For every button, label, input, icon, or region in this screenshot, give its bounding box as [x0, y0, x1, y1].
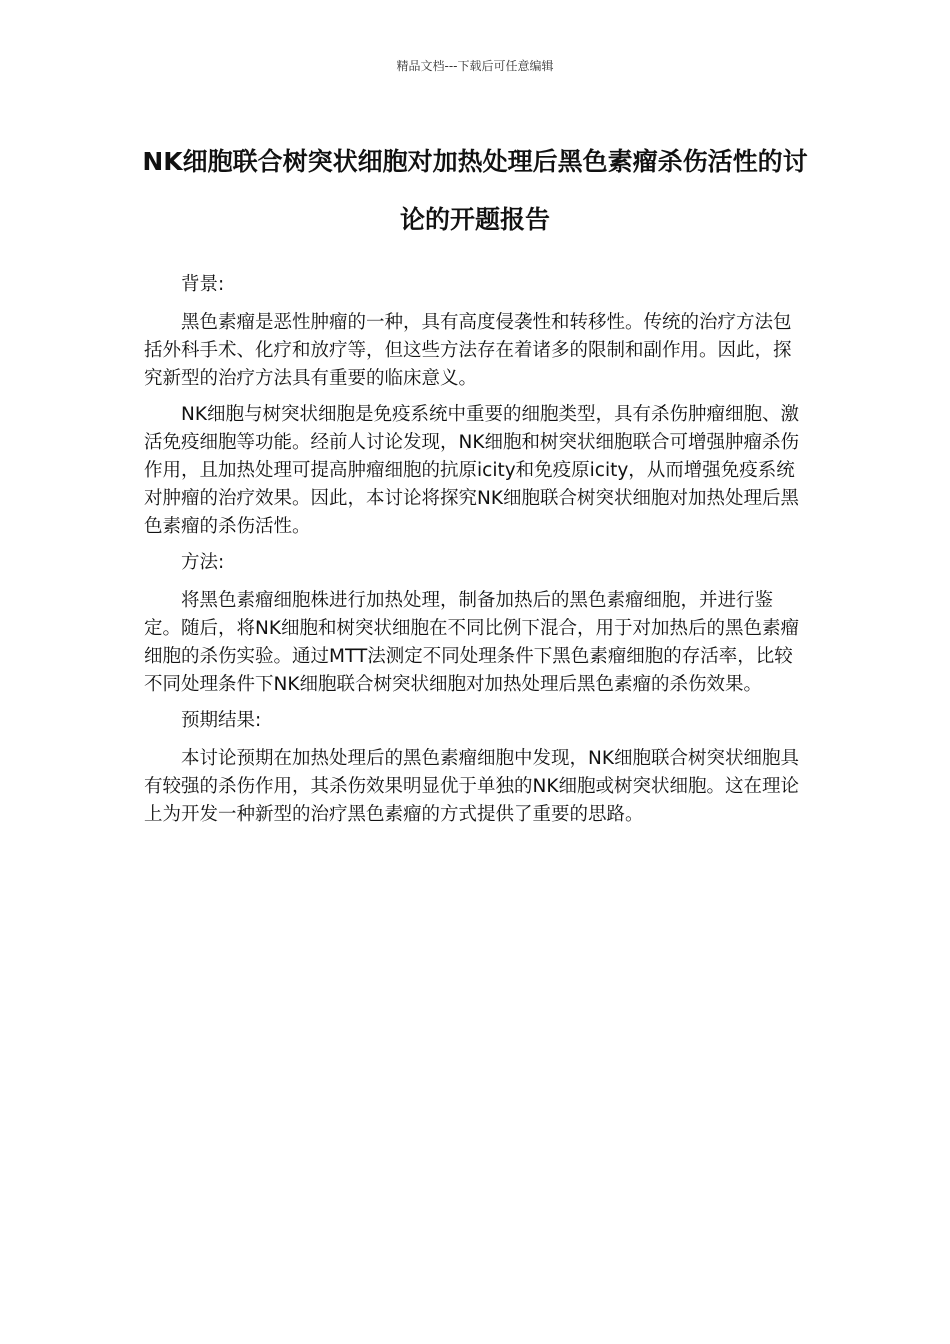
results-paragraph: 本讨论预期在加热处理后的黑色素瘤细胞中发现，NK细胞联合树突状细胞具有较强的杀伤作用，其杀伤效果明显优于单独的NK细胞或树突状细胞。这在理论上为开发一种新型的治疗黑色素瘤的方式提供了重要的思路。 — [144, 748, 799, 825]
document-title: NK细胞联合树突状细胞对加热处理后黑色素瘤杀伤活性的讨论的开题报告 — [142, 147, 808, 234]
method-heading: 方法: — [181, 552, 225, 573]
results-heading: 预期结果: — [181, 710, 262, 731]
background-heading: 背景: — [181, 274, 225, 295]
method-paragraph: 将黑色素瘤细胞株进行加热处理，制备加热后的黑色素瘤细胞，并进行鉴定。随后，将NK细胞和树突状细胞在不同比例下混合，用于对加热后的黑色素瘤细胞的杀伤实验。通过MTT法测定不同处理条件下黑色素瘤细胞的存活率，比较不同处理条件下NK细胞联合树突状细胞对加热处理后黑色素瘤的杀伤效果。 — [144, 590, 799, 695]
background-paragraph-1: 黑色素瘤是恶性肿瘤的一种，具有高度侵袭性和转移性。传统的治疗方法包括外科手术、化疗和放疗等，但这些方法存在着诸多的限制和副作用。因此，探究新型的治疗方法具有重要的临床意义。 — [144, 312, 792, 389]
background-paragraph-2: NK细胞与树突状细胞是免疫系统中重要的细胞类型，具有杀伤肿瘤细胞、激活免疫细胞等功能。经前人讨论发现，NK细胞和树突状细胞联合可增强肿瘤杀伤作用，且加热处理可提高肿瘤细胞的抗原icity和免疫原icity，从而增强免疫系统对肿瘤的治疗效果。因此，本讨论将探究NK细胞联合树突状细胞对加热处理后黑色素瘤的杀伤活性。 — [144, 404, 799, 537]
document-body — [144, 271, 806, 837]
page-header: 精品文档---下载后可任意编辑 — [396, 59, 554, 73]
